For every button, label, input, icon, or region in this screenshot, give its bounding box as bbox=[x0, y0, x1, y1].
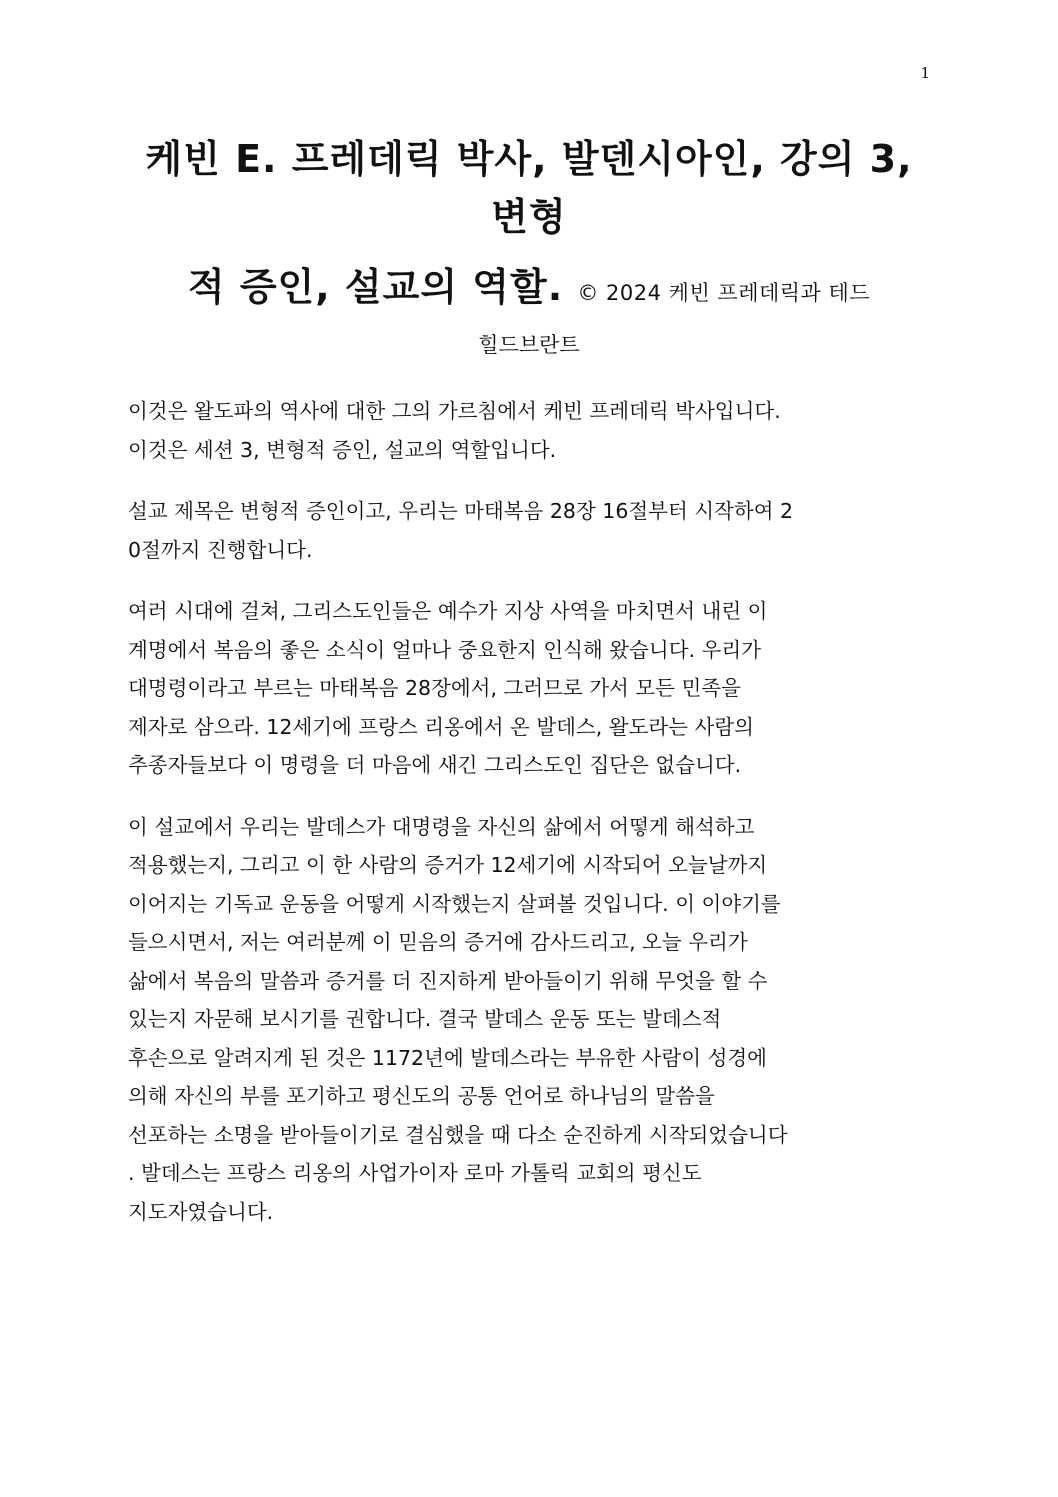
paragraph-line: 지도자였습니다. bbox=[128, 1199, 274, 1224]
paragraph-line: 있는지 자문해 보시기를 권합니다. 결국 발데스 운동 또는 발데스적 bbox=[128, 1007, 722, 1031]
paragraph-line: 적용했는지, 그리고 이 한 사람의 증거가 12세기에 시작되어 오늘날까지 bbox=[128, 853, 768, 877]
paragraph-line: 후손으로 알려지게 된 것은 1172년에 발데스라는 부유한 사람이 성경에 bbox=[128, 1045, 767, 1070]
paragraph-line: 의해 자신의 부를 포기하고 평신도의 공통 언어로 하나님의 말씀을 bbox=[128, 1084, 715, 1108]
paragraph-line: 이것은 왈도파의 역사에 대한 그의 가르침에서 케빈 프레데릭 박사입니다. bbox=[128, 399, 781, 423]
paragraph-line: 선포하는 소명을 받아들이기로 결심했을 때 다소 순진하게 시작되었습니다 bbox=[128, 1122, 788, 1147]
paragraph-line: 들으시면서, 저는 여러분께 이 믿음의 증거에 감사드리고, 오늘 우리가 bbox=[128, 930, 748, 954]
copyright-notice: © 2024 케빈 프레데릭과 테드 bbox=[577, 281, 871, 305]
paragraph-line: 제자로 삼으라. 12세기에 프랑스 리옹에서 온 발데스, 왈도라는 사람의 bbox=[128, 714, 754, 739]
paragraph-3 bbox=[128, 592, 928, 785]
document-body bbox=[128, 392, 928, 1254]
paragraph-line: 이 설교에서 우리는 발데스가 대명령을 자신의 삶에서 어떻게 해석하고 bbox=[128, 814, 755, 839]
paragraph-line: 여러 시대에 걸쳐, 그리스도인들은 예수가 지상 사역을 마치면서 내린 이 bbox=[128, 599, 768, 623]
title-line-3 bbox=[110, 258, 948, 322]
paragraph-line: . 발데스는 프랑스 리옹의 사업가이자 로마 가톨릭 교회의 평신도 bbox=[128, 1161, 702, 1185]
paragraph-line: 대명령이라고 부르는 마태복음 28장에서, 그러므로 가서 모든 민족을 bbox=[128, 676, 741, 700]
title-line-1: 케빈 E. 프레데릭 박사, 발덴시아인, 강의 3, bbox=[145, 137, 913, 181]
page-number: 1 bbox=[920, 64, 930, 82]
paragraph-1 bbox=[128, 392, 928, 469]
document-title bbox=[110, 130, 948, 360]
paragraph-line: 이어지는 기독교 운동을 어떻게 시작했는지 살펴볼 것입니다. 이 이야기를 bbox=[128, 891, 781, 916]
title-line-3-text: 적 증인, 설교의 역할. bbox=[187, 265, 564, 309]
paragraph-line: 0절까지 진행합니다. bbox=[128, 537, 313, 562]
paragraph-2 bbox=[128, 492, 928, 569]
paragraph-line: 이것은 세션 3, 변형적 증인, 설교의 역할입니다. bbox=[128, 437, 557, 462]
paragraph-line: 삶에서 복음의 말씀과 증거를 더 진지하게 받아들이기 위해 무엇을 할 수 bbox=[128, 968, 768, 993]
paragraph-line: 추종자들보다 이 명령을 더 마음에 새긴 그리스도인 집단은 없습니다. bbox=[128, 753, 742, 777]
paragraph-4 bbox=[128, 808, 928, 1232]
author-line: 힐드브란트 bbox=[478, 333, 580, 357]
paragraph-line: 설교 제목은 변형적 증인이고, 우리는 마태복음 28장 16절부터 시작하여 2 bbox=[128, 499, 794, 523]
paragraph-line: 계명에서 복음의 좋은 소식이 얼마나 중요한지 인식해 왔습니다. 우리가 bbox=[128, 637, 761, 662]
title-line-2: 변형 bbox=[491, 195, 567, 239]
